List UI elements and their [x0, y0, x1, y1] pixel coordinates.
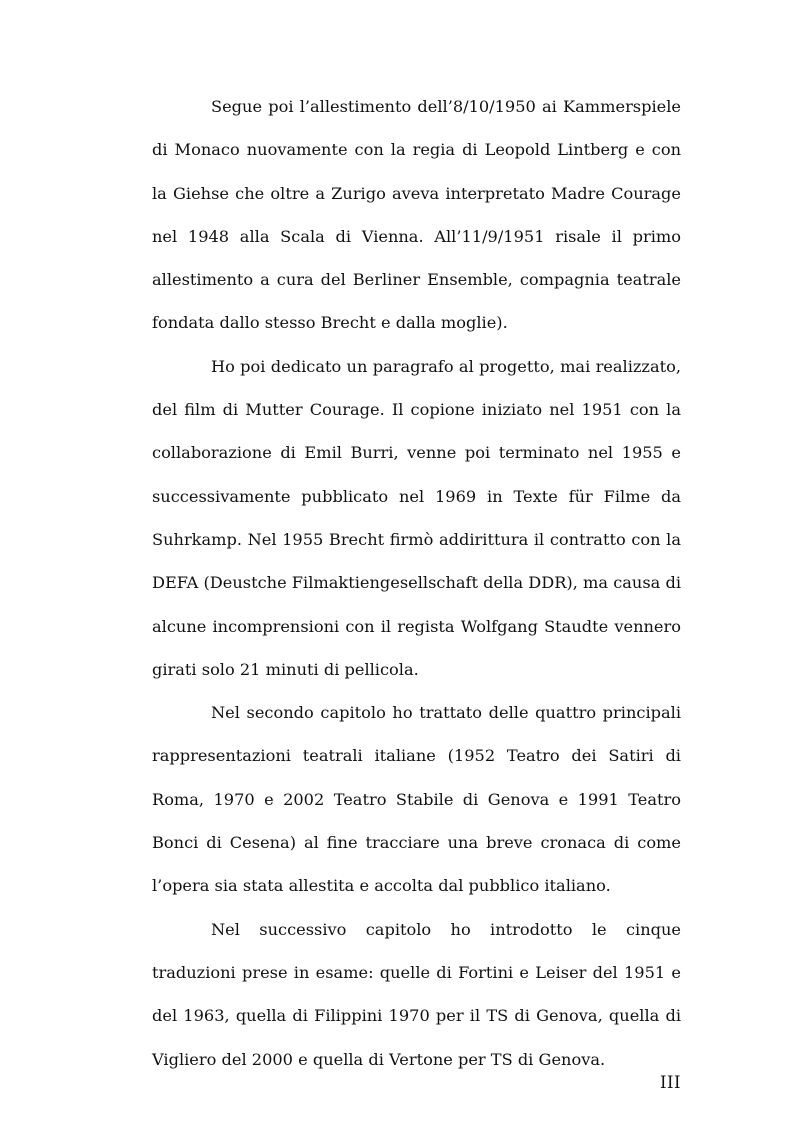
paragraph-1: Segue poi l’allestimento dell’8/10/1950 ai Kammerspiele di Monaco nuovamente con la regia di Leopold Lintberg e con la Giehse che oltre a Zurigo aveva interpretato Madre Courage nel 1948 alla Scala di Vienna. All’11/9/1951 risale il primo allestimento a cura del Berliner Ensemble, compagnia teatrale fondata dallo stesso Brecht e dalla moglie). — [152, 97, 681, 333]
paragraph-3: Nel secondo capitolo ho trattato delle quattro principali rappresentazioni teatrali italiane (1952 Teatro dei Satiri di Roma, 1970 e 2002 Teatro Stabile di Genova e 1991 Teatro Bonci di Cesena) al fine tracciare una breve cronaca di come l’opera sia stata allestita e accolta dal pubblico italiano. — [152, 703, 681, 896]
paragraph-2: Ho poi dedicato un paragrafo al progetto, mai realizzato, del film di Mutter Courage. Il copione iniziato nel 1951 con la collaborazione di Emil Burri, venne poi terminato nel 1955 e successivamente pubblicato nel 1969 in Texte für Filme da Suhrkamp. Nel 1955 Brecht firmò addirittura il contratto con la DEFA (Deustche Filmaktiengesellschaft della DDR), ma causa di alcune incomprensioni con il regista Wolfgang Staudte vennero girati solo 21 minuti di pellicola. — [152, 356, 681, 679]
body-text — [152, 85, 681, 1081]
page-number: III — [659, 1073, 681, 1092]
paragraph-4: Nel successivo capitolo ho introdotto le cinque traduzioni prese in esame: quelle di Fortini e Leiser del 1951 e del 1963, quella di Filippini 1970 per il TS di Genova, quella di Vigliero del 2000 e quella di Vertone per TS di Genova. — [152, 919, 681, 1069]
